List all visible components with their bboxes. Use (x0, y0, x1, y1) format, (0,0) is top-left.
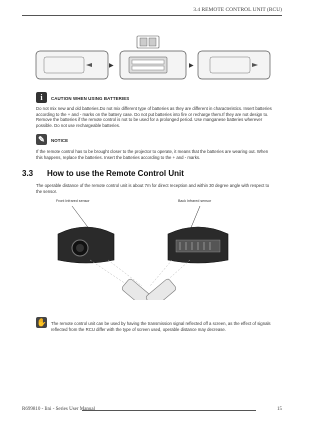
remote-back-step2 (120, 36, 186, 79)
back-sensor-leader (190, 206, 200, 230)
footer-doc-title: R699810 - Iini - Series User Manual (22, 407, 96, 412)
footer-rule (82, 410, 256, 411)
battery-replacement-illustration (34, 35, 274, 81)
back-sensor-label: Back Infrared sensor (178, 199, 212, 203)
page-number: 15 (277, 407, 282, 412)
arrow-right-icon: ▶ (189, 63, 194, 69)
remote-control-back (145, 278, 177, 300)
projector-front (58, 227, 114, 263)
remote-back-step3 (198, 51, 270, 79)
info-icon: i (36, 92, 47, 103)
running-header: 3.4 REMOTE CONTROL UNIT (RCU) (193, 7, 282, 13)
tip-icon: ✋ (36, 318, 47, 327)
tip-text: The remote control unit can be used by having the transmission signal reflected off a screen, as the effect of signals reflected from the RCU differ with the type of screen used, operable distance may decrease. (51, 321, 271, 332)
arrow-right-icon: ▶ (109, 63, 114, 69)
section-number: 3.3 (22, 169, 34, 178)
front-sensor-label: Front Infrared sensor (56, 199, 90, 203)
section-title: How to use the Remote Control Unit (47, 169, 184, 178)
notice-title: NOTICE (51, 138, 69, 143)
remote-back-step1 (36, 51, 108, 79)
front-sensor-leader (72, 206, 90, 230)
notice-text: If the remote control has to be brought closer to the projector to operate, it means that the batteries are wearing out. When this happens, replace the batteries. Insert the batteries according to the + and - marks. (36, 149, 269, 160)
header-rule (22, 15, 282, 16)
caution-text: Do not mix new and old batteries.Do not mix different type of batteries as they are different in characteristics. Insert batteries according to the + and - marks on the battery case. Do not put batteries into fire or recharge them.If they are not design to. Remove the batteries if the remote control is not to be used for a prolonged period. Use manganese batteries wherever possible. Do not use rechargeable batteries. (36, 106, 272, 128)
projector-back (168, 227, 228, 263)
projector-ir-diagram (50, 204, 250, 300)
caution-title: CAUTION WHEN USING BATTERIES (51, 96, 130, 101)
notice-icon: ✎ (36, 134, 47, 145)
section-intro: The operable distance of the remote control unit is about 7m for direct reception and within 30 degree angle with respect to the sensor. (36, 183, 270, 194)
